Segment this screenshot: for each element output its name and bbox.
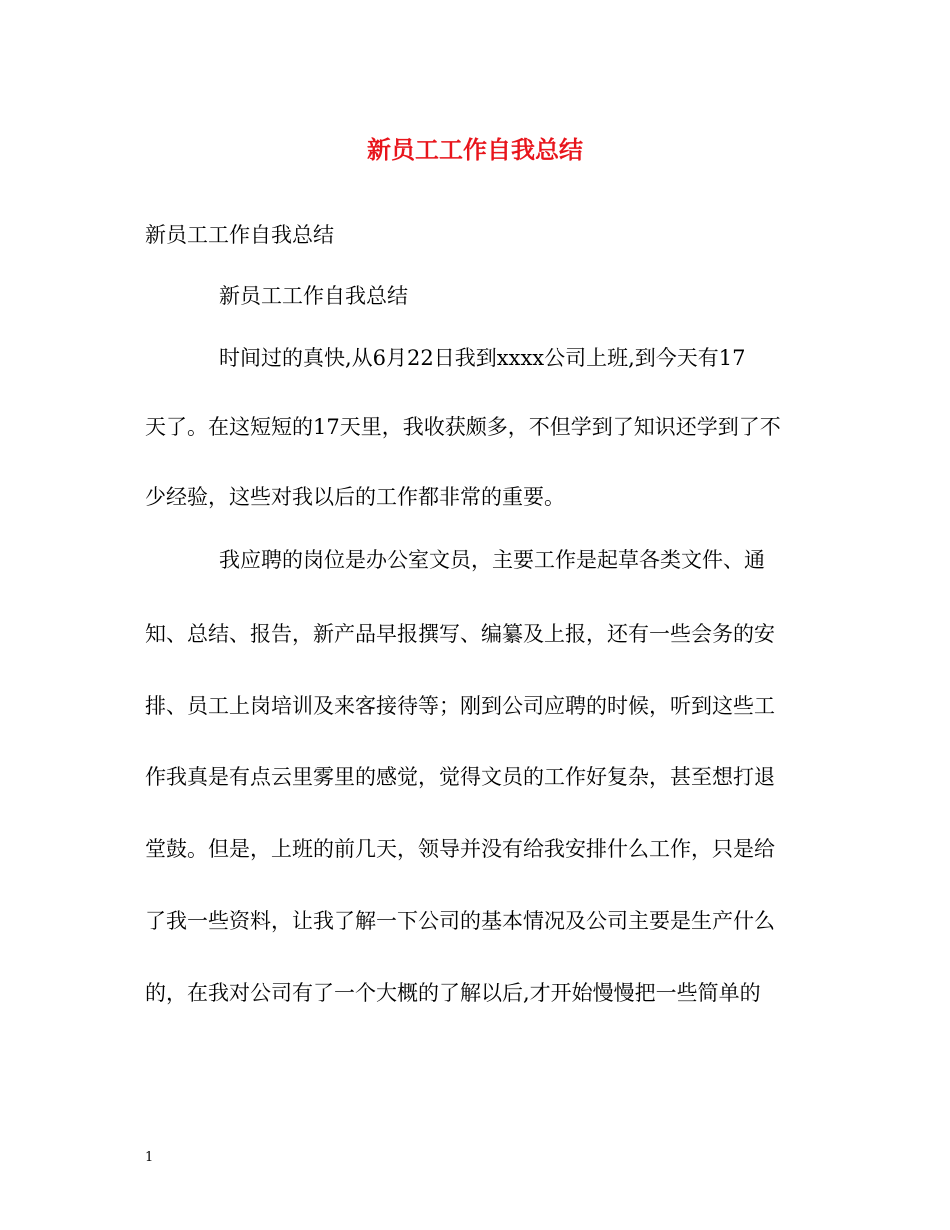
paragraph-line-10: 的，在我对公司有了一个大概的了解以后,才开始慢慢把一些简单的 (145, 981, 761, 1005)
heading-line: 新员工工作自我总结 (145, 223, 334, 247)
page-number: 1 (145, 1150, 154, 1165)
paragraph-line-7: 作我真是有点云里雾里的感觉，觉得文员的工作好复杂，甚至想打退 (145, 765, 775, 789)
paragraph-line-6: 排、员工上岗培训及来客接待等；刚到公司应聘的时候，听到这些工 (145, 694, 775, 718)
document-title: 新员工工作自我总结 (367, 135, 583, 164)
paragraph-line-9: 了我一些资料，让我了解一下公司的基本情况及公司主要是生产什么 (145, 909, 775, 933)
paragraph-line-5: 知、总结、报告，新产品早报撰写、编纂及上报，还有一些会务的安 (145, 622, 775, 646)
paragraph-line-4: 我应聘的岗位是办公室文员，主要工作是起草各类文件、通 (219, 548, 765, 572)
paragraph-line-8: 堂鼓。但是，上班的前几天，领导并没有给我安排什么工作，只是给 (145, 837, 775, 861)
paragraph-line-1: 时间过的真快,从6月22日我到xxxx公司上班,到今天有17 (219, 346, 746, 370)
paragraph-line-2: 天了。在这短短的17天里，我收获颇多，不但学到了知识还学到了不 (145, 415, 781, 439)
paragraph-line-3: 少经验，这些对我以后的工作都非常的重要。 (145, 485, 565, 509)
subheading-line: 新员工工作自我总结 (219, 284, 408, 308)
